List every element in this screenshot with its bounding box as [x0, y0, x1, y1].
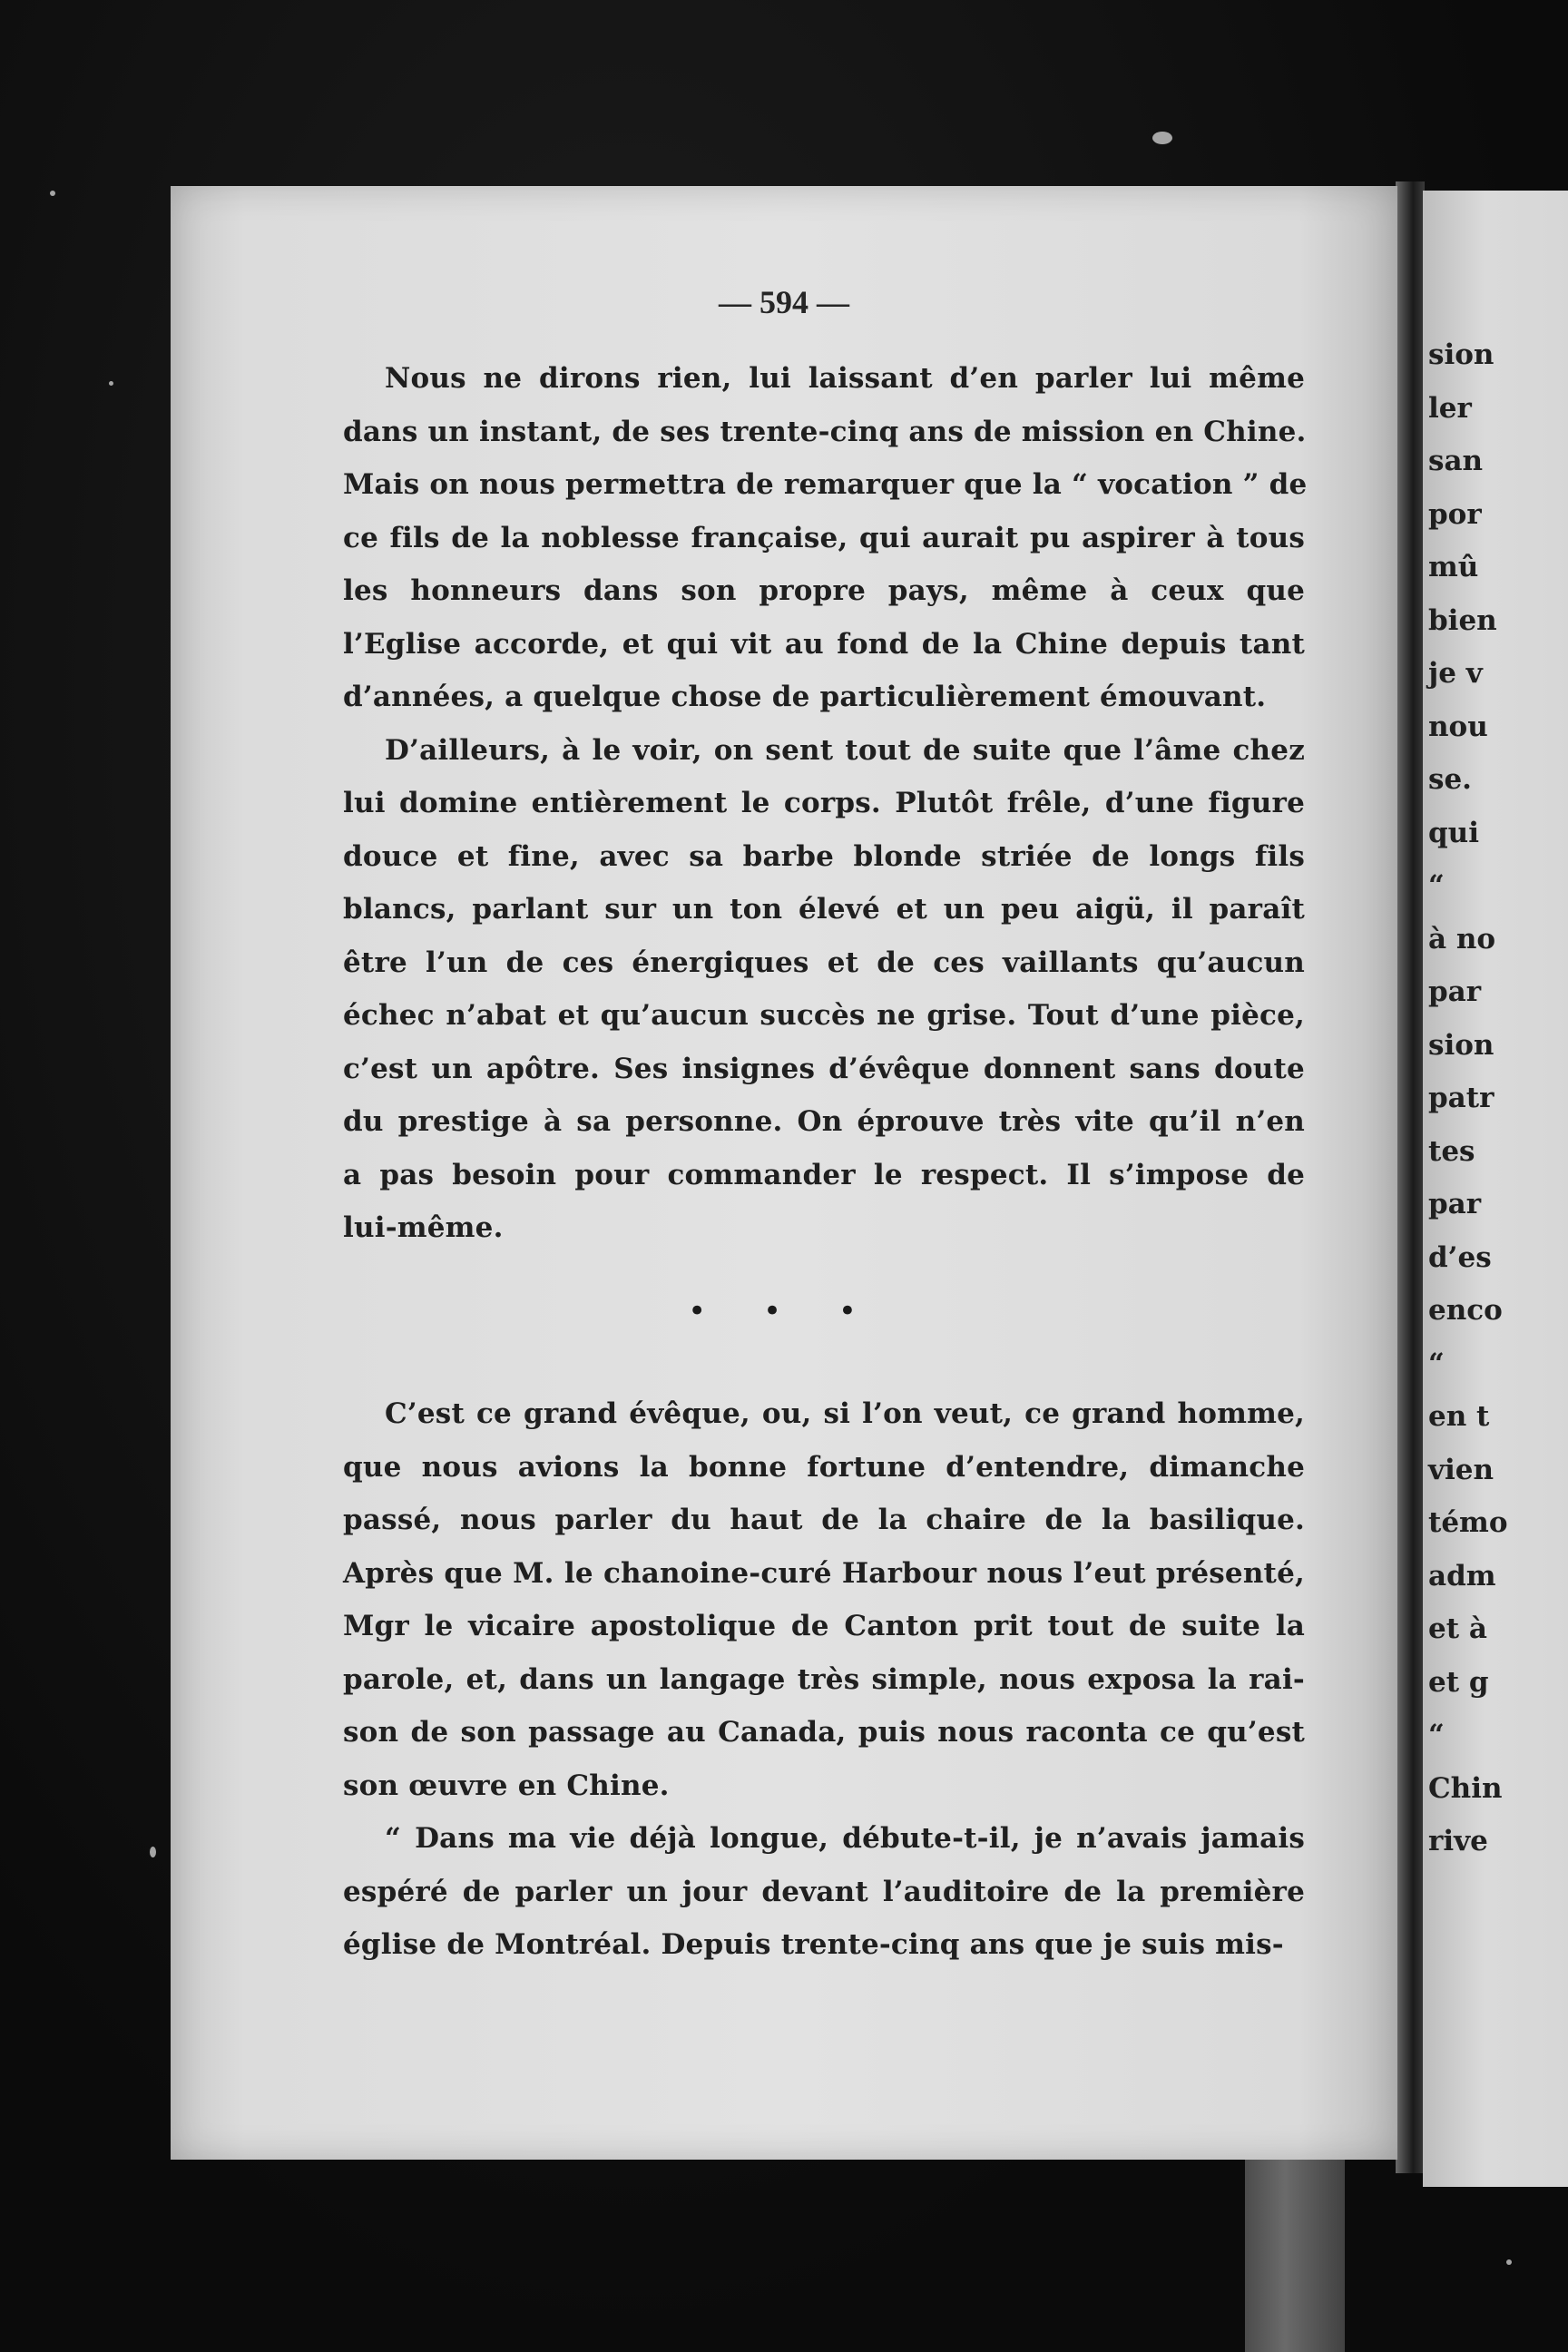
fragment-line: “ — [1428, 869, 1445, 902]
fragment-line: je v — [1428, 657, 1483, 690]
fragment-line: et g — [1428, 1665, 1489, 1699]
fragment-line: témo — [1428, 1506, 1508, 1539]
text-line: “ Dans ma vie déjà longue, débute-t-il, je n’avais jamais — [385, 1822, 1305, 1855]
text-line: c’est un apôtre. Ses insignes d’évêque donnent sans doute — [343, 1052, 1305, 1085]
text-line: l’Eglise accorde, et qui vit au fond de la Chine depuis tant — [343, 627, 1305, 661]
text-line: son œuvre en Chine. — [343, 1769, 670, 1802]
fragment-line: “ — [1428, 1347, 1445, 1380]
text-line: Mais on nous permettra de remarquer que la “ vocation ” de — [343, 468, 1308, 501]
right-page-edge — [1423, 191, 1568, 2187]
fragment-line: se. — [1428, 763, 1472, 796]
text-line: ce fils de la noblesse française, qui aurait pu aspirer à tous — [343, 521, 1305, 554]
fragment-line: sion — [1428, 1028, 1494, 1062]
dust-speck — [150, 1847, 156, 1857]
fragment-line: “ — [1428, 1719, 1445, 1751]
fragment-line: à no — [1428, 922, 1496, 956]
paragraph — [343, 724, 1305, 1255]
text-line: du prestige à sa personne. On éprouve très vite qu’il n’en — [343, 1105, 1305, 1138]
fragment-line: qui — [1428, 816, 1479, 849]
text-line: D’ailleurs, à le voir, on sent tout de suite que l’âme chez — [385, 733, 1305, 767]
text-section-2 — [343, 1387, 1305, 1972]
text-line: église de Montréal. Depuis trente-cinq ans que je suis mis- — [343, 1928, 1284, 1961]
text-line: les honneurs dans son propre pays, même à ceux que — [343, 574, 1305, 607]
fragment-line: nou — [1428, 710, 1488, 743]
fragment-line: d’es — [1428, 1240, 1492, 1274]
text-line: Nous ne dirons rien, lui laissant d’en parler lui même — [385, 362, 1305, 395]
fragment-line: por — [1428, 497, 1482, 531]
text-line: lui domine entièrement le corps. Plutôt frêle, d’une figure — [343, 787, 1305, 819]
fragment-line: san — [1428, 445, 1484, 477]
paragraph — [343, 1812, 1305, 1972]
text-line: parole, et, dans un langage très simple, nous exposa la rai- — [343, 1662, 1305, 1696]
left-page — [171, 186, 1397, 2160]
text-line: Mgr le vicaire apostolique de Canton prit tout de suite la — [343, 1610, 1305, 1642]
text-line: d’années, a quelque chose de particulièrement émouvant. — [343, 681, 1267, 713]
fragment-line: Chin — [1428, 1771, 1503, 1805]
text-line: Après que M. le chanoine-curé Harbour nous l’eut présenté, — [343, 1556, 1305, 1590]
text-line: espéré de parler un jour devant l’auditoire de la première — [343, 1875, 1305, 1908]
page-number: — 594 — — [719, 284, 849, 320]
paragraph — [343, 352, 1308, 724]
fragment-line: sion — [1428, 338, 1494, 371]
dust-speck — [1152, 132, 1172, 144]
text-line: passé, nous parler du haut de la chaire de la basilique. — [343, 1504, 1305, 1536]
text-line: douce et fine, avec sa barbe blonde striée de longs fils — [343, 839, 1305, 873]
text-line: son de son passage au Canada, puis nous raconta ce qu’est — [343, 1716, 1305, 1749]
fragment-line: bien — [1428, 603, 1497, 637]
fragment-line: enco — [1428, 1294, 1503, 1327]
fragment-line: mû — [1428, 551, 1479, 583]
fragment-line: vien — [1428, 1453, 1494, 1486]
paragraph — [343, 1387, 1305, 1812]
text-line: être l’un de ces énergiques et de ces vaillants qu’aucun — [343, 946, 1305, 979]
right-page-fragments — [1428, 328, 1568, 1868]
fragment-line: rive — [1428, 1825, 1488, 1857]
text-section-1 — [343, 352, 1308, 1255]
binding-tab — [1245, 2160, 1345, 2352]
fragment-line: et à — [1428, 1612, 1487, 1645]
text-line: échec n’abat et qu’aucun succès ne grise. Tout d’une pièce, — [343, 999, 1305, 1032]
fragment-line: par — [1428, 1188, 1482, 1220]
text-line: a pas besoin pour commander le respect. Il s’impose de — [343, 1158, 1305, 1191]
dust-speck — [1506, 2259, 1512, 2265]
book-gutter — [1396, 181, 1425, 2173]
text-line: dans un instant, de ses trente-cinq ans de mission en Chine. — [343, 415, 1307, 448]
section-separator: • • • — [688, 1293, 880, 1329]
fragment-line: adm — [1428, 1559, 1496, 1592]
text-line: C’est ce grand évêque, ou, si l’on veut, ce grand homme, — [385, 1397, 1305, 1430]
fragment-line: patr — [1428, 1082, 1494, 1114]
fragment-line: tes — [1428, 1134, 1475, 1168]
dust-speck — [109, 381, 113, 386]
fragment-line: par — [1428, 975, 1482, 1008]
text-line: lui-même. — [343, 1211, 504, 1244]
dust-speck — [50, 191, 55, 196]
text-line: blancs, parlant sur un ton élevé et un peu aigü, il paraît — [343, 893, 1305, 926]
fragment-line: en t — [1428, 1400, 1490, 1433]
text-line: que nous avions la bonne fortune d’entendre, dimanche — [343, 1450, 1305, 1484]
fragment-line: ler — [1428, 391, 1472, 425]
